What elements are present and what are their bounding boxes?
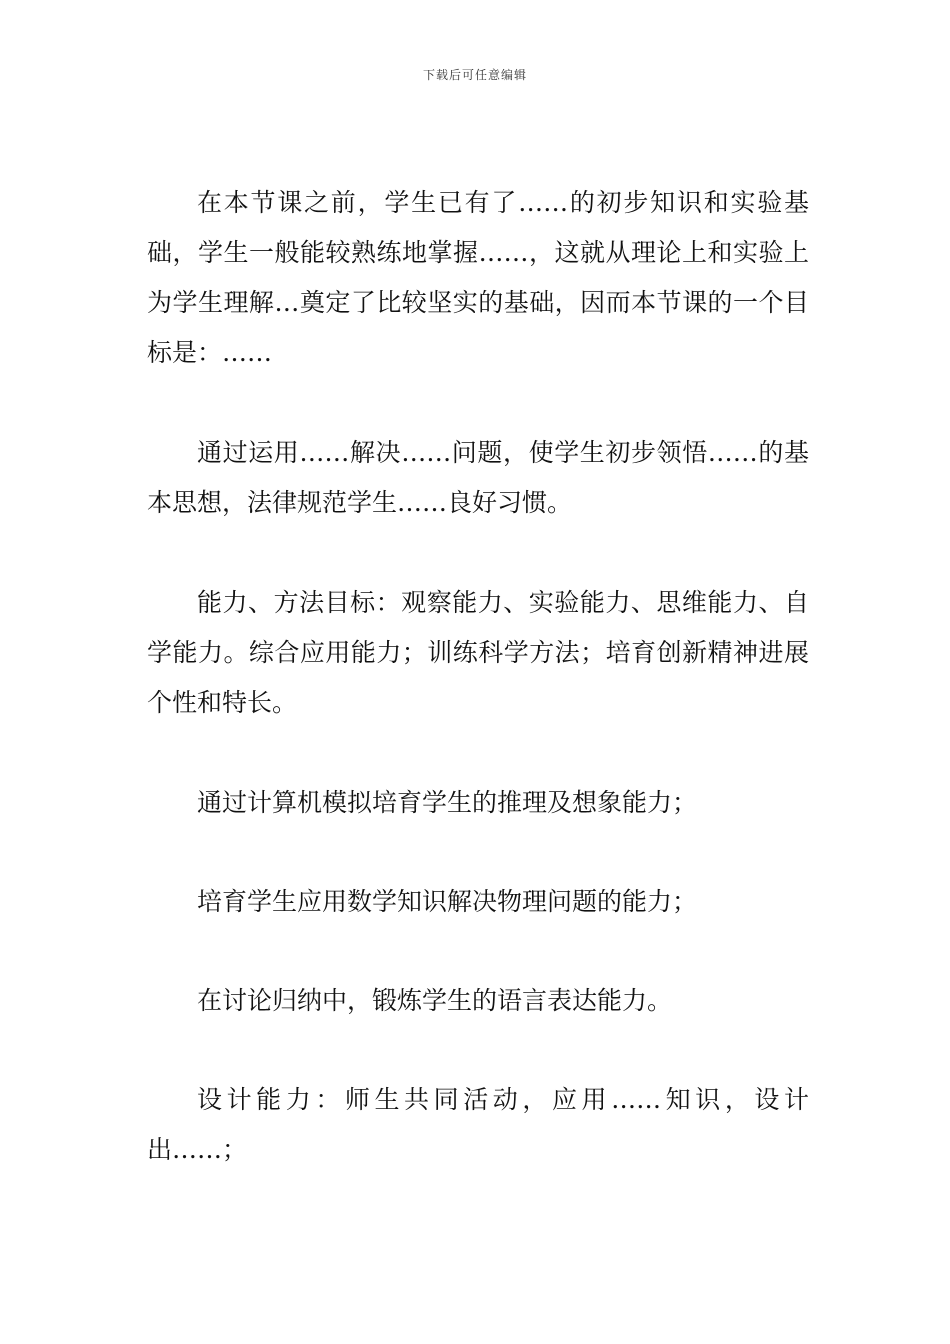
paragraph-7: 设计能力：师生共同活动，应用……知识，设计出……； — [147, 1085, 809, 1164]
paragraph-1: 在本节课之前，学生已有了……的初步知识和实验基础，学生一般能较熟练地掌握……，这就从理论上和实验上为学生理解…奠定了比较坚实的基础，因而本节课的一个目标是：…… — [147, 188, 809, 367]
page-header: 下载后可任意编辑 — [422, 68, 527, 82]
document-body — [147, 178, 809, 1175]
paragraph-3: 能力、方法目标：观察能力、实验能力、思维能力、自学能力。综合应用能力；训练科学方法；培育创新精神进展个性和特长。 — [147, 588, 809, 717]
paragraph-6: 在讨论归纳中，锻炼学生的语言表达能力。 — [197, 986, 673, 1015]
paragraph-5: 培育学生应用数学知识解决物理问题的能力； — [197, 887, 698, 916]
paragraph-4: 通过计算机模拟培育学生的推理及想象能力； — [197, 788, 698, 817]
paragraph-2: 通过运用……解决……问题，使学生初步领悟……的基本思想，法律规范学生……良好习惯。 — [147, 438, 809, 517]
